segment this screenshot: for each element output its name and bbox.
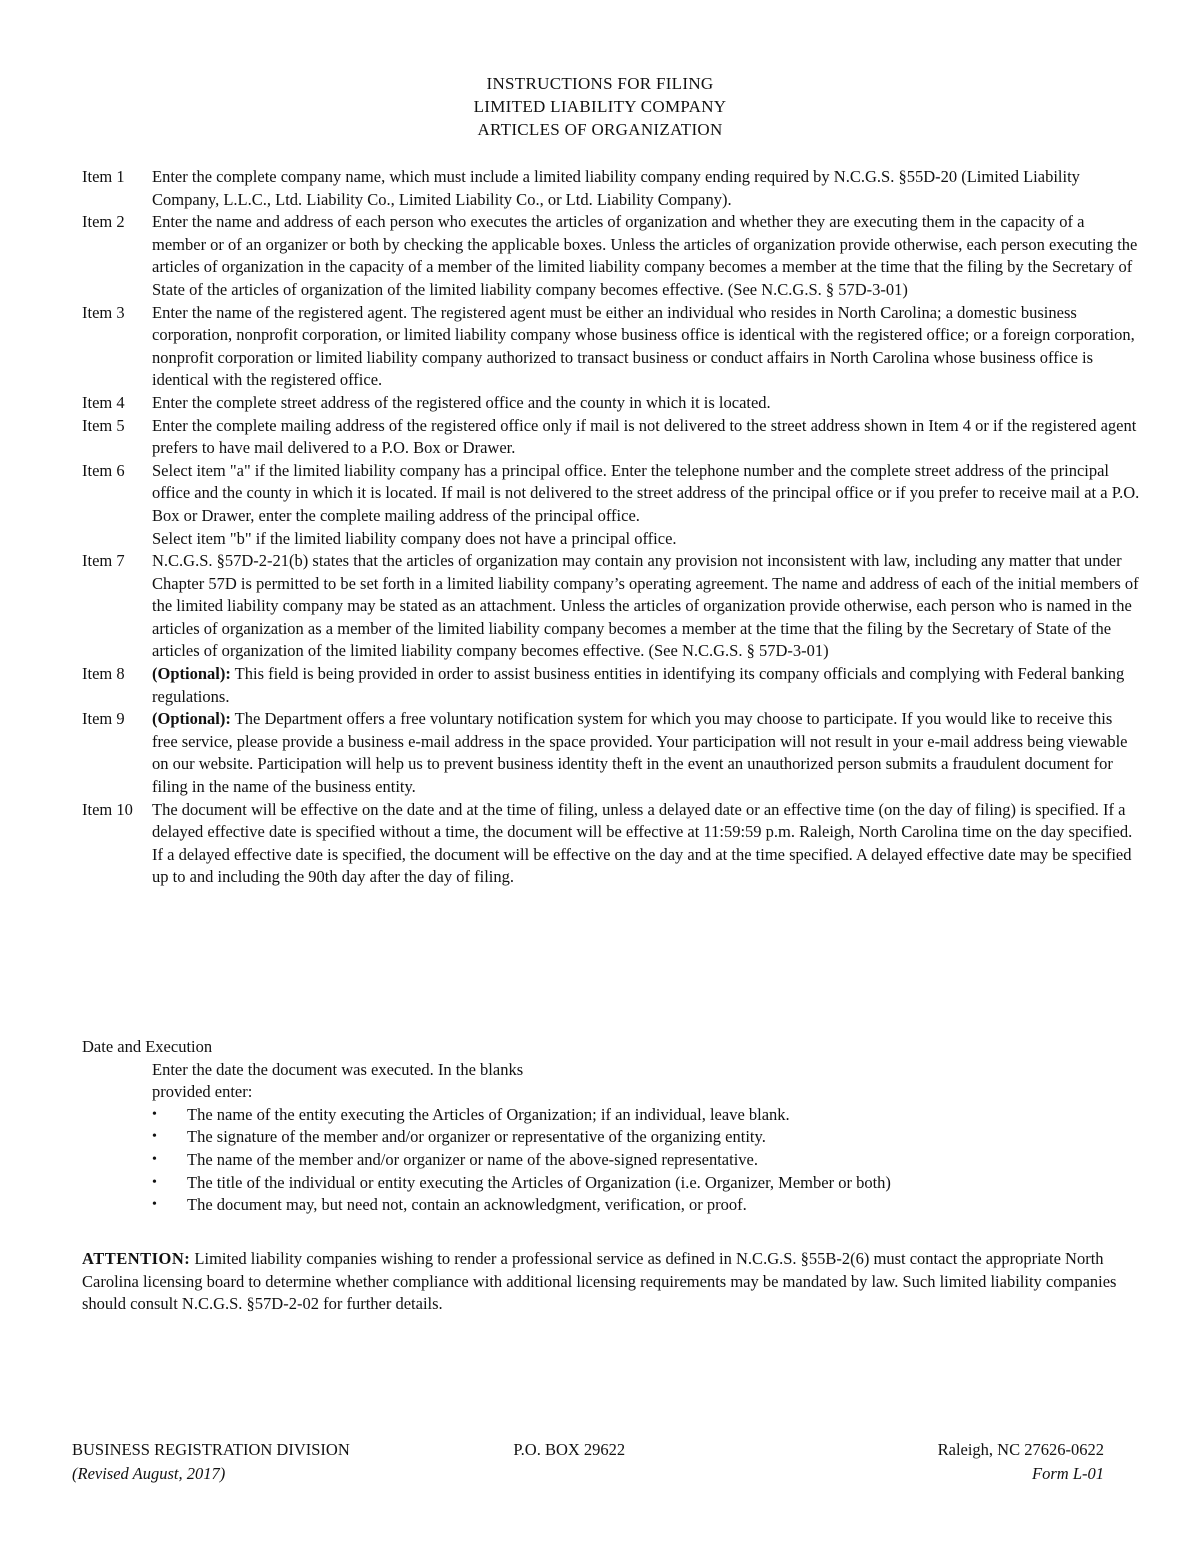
bullet-icon: •: [152, 1129, 157, 1145]
instruction-item-2: [82, 211, 1142, 301]
item-label: Item 6: [82, 460, 125, 480]
item-label: Item 5: [82, 415, 125, 435]
instruction-item-9: [82, 708, 1142, 798]
bullet-icon: •: [152, 1197, 157, 1213]
list-item-text: The document may, but need not, contain an acknowledgment, verification, or proof.: [187, 1195, 747, 1215]
document-title: [0, 72, 1200, 141]
title-line-1: INSTRUCTIONS FOR FILING: [486, 74, 714, 93]
item-label: Item 2: [82, 212, 125, 232]
attention-text: Limited liability companies wishing to render a professional service as defined in N.C.G.S. §55B-2(6) must contact the appropriate North Carolina licensing board to determine whether compliance with additional licensing requirements may be mandated by law. Such limited liability companies should consult N.C.G.S. §57D-2-02 for further details.: [82, 1249, 1117, 1314]
item-label: Item 7: [82, 551, 125, 571]
title-line-3: ARTICLES OF ORGANIZATION: [477, 120, 723, 139]
item-label: Item 1: [82, 167, 125, 186]
item-text: This field is being provided in order to assist business entities in identifying its company officials and complying with Federal banking regulations.: [152, 664, 1125, 706]
item-text: Enter the complete company name, which must include a limited liability company ending required by N.C.G.S. §55D-20 (Limited Liability Company, L.L.C., Ltd. Liability Co., Limited Liability Co., or Ltd. Liability Company).: [152, 167, 1080, 209]
date-execution-section: [82, 1036, 1142, 1217]
footer-city: Raleigh, NC 27626-0622: [937, 1440, 1104, 1459]
item-text: Enter the complete street address of the registered office and the county in which it is located.: [152, 392, 771, 412]
instruction-item-8: [82, 663, 1142, 708]
bullet-icon: •: [152, 1151, 157, 1167]
bullet-list: [152, 1104, 1142, 1217]
list-item: [152, 1126, 1142, 1149]
item-text: Select item "a" if the limited liability company has a principal office. Enter the telephone number and the complete street address of the principal office and the county in which it is located. If mail is not delivered to the street address of the principal office or if you prefer to receive mail at a P.O. Box or Drawer, enter the complete mailing address of the principal office.: [152, 460, 1140, 525]
item-text: Enter the name of the registered agent. The registered agent must be either an individual who resides in North Carolina; a domestic business corporation, nonprofit corporation, or limited liability company whose business office is identical with the registered office; or a foreign corporation, nonprofit corporation or limited liability company authorized to transact business or conduct affairs in North Carolina whose business office is identical with the registered office.: [152, 302, 1135, 390]
list-item-text: The name of the entity executing the Articles of Organization; if an individual, leave blank.: [187, 1104, 790, 1124]
attention-notice: [82, 1248, 1122, 1316]
instruction-item-6: [82, 460, 1142, 550]
instruction-item-3: [82, 302, 1142, 392]
optional-label: (Optional):: [152, 709, 231, 729]
instruction-item-10: [82, 799, 1142, 889]
page-footer: [72, 1438, 1104, 1486]
instruction-items: [82, 166, 1142, 889]
title-line-2: LIMITED LIABILITY COMPANY: [473, 97, 727, 116]
list-item: [152, 1172, 1142, 1195]
list-item: [152, 1149, 1142, 1172]
list-item: [152, 1104, 1142, 1127]
footer-division: BUSINESS REGISTRATION DIVISION: [72, 1440, 350, 1459]
footer-po-box: P.O. BOX 29622: [513, 1440, 626, 1459]
list-item-text: The signature of the member and/or organizer or representative of the organizing entity.: [187, 1127, 766, 1147]
instruction-item-7: [82, 550, 1142, 663]
instruction-item-4: [82, 392, 1142, 415]
item-label: Item 3: [82, 302, 125, 322]
section-heading: Date and Execution: [82, 1037, 213, 1056]
bullet-icon: •: [152, 1174, 157, 1190]
item-text: Enter the complete mailing address of the registered office only if mail is not delivered to the street address shown in Item 4 or if the registered agent prefers to have mail delivered to a P.O. Box or Drawer.: [152, 415, 1137, 458]
footer-revised: (Revised August, 2017): [72, 1464, 226, 1483]
list-item-text: The name of the member and/or organizer or name of the above-signed representative.: [187, 1149, 758, 1169]
attention-label: ATTENTION:: [82, 1249, 191, 1268]
item-text-wrapper: [152, 708, 1142, 798]
list-item: [152, 1194, 1142, 1217]
bullet-icon: •: [152, 1106, 157, 1122]
section-intro: Enter the date the document was executed. In the blanks provided enter:: [152, 1059, 524, 1102]
item-label: Item 4: [82, 392, 125, 412]
item-label: Item 9: [82, 709, 125, 729]
item-text: N.C.G.S. §57D-2-21(b) states that the articles of organization may contain any provision not inconsistent with law, including any matter that under Chapter 57D is permitted to be set forth in a limited liability company’s operating agreement. The name and address of each of the initial members of the limited liability company may be stated as an attachment. Unless the articles of organization provide otherwise, each person who is named in the articles of organization as a member of the limited liability company becomes a member at the time that the filing by the Secretary of State of the articles of organization of the limited liability company becomes effective. (See N.C.G.S. § 57D-3-01): [152, 551, 1139, 661]
footer-form-number: Form L-01: [1032, 1464, 1104, 1483]
item-text: The document will be effective on the date and at the time of filing, unless a delayed date or an effective time (on the day of filing) is specified. If a delayed effective date is specified without a time, the document will be effective at 11:59:59 p.m. Raleigh, North Carolina time on the day specified. If a delayed effective date is specified, the document will be effective on the day and at the time specified. A delayed effective date may be specified up to and including the 90th day after the day of filing.: [152, 799, 1133, 887]
item-text: Enter the name and address of each person who executes the articles of organization and whether they are executing them in the capacity of a member or of an organizer or both by checking the applicable boxes. Unless the articles of organization provide otherwise, each person executing the articles of organization in the capacity of a member of the limited liability company becomes a member at the time that the filing by the Secretary of State of the articles of organization of the limited liability company becomes effective. (See N.C.G.S. § 57D-3-01): [152, 212, 1138, 299]
list-item-text: The title of the individual or entity executing the Articles of Organization (i.e. Organizer, Member or both): [187, 1172, 891, 1192]
item-text: The Department offers a free voluntary notification system for which you may choose to participate. If you would like to receive this free service, please provide a business e-mail address in the space provided. Your participation will not result in your e-mail address being viewable on our website. Participation will help us to prevent business identity theft in the event an unauthorized person submits a fraudulent document for filing in the name of the business entity.: [152, 709, 1128, 797]
instruction-item-5: [82, 415, 1142, 460]
instruction-item-1: [82, 166, 1142, 211]
item-label: Item 10: [82, 799, 133, 819]
item-text-wrapper: [152, 663, 1142, 708]
item-text-secondary: Select item "b" if the limited liability company does not have a principal office.: [152, 528, 677, 548]
optional-label: (Optional):: [152, 664, 231, 684]
item-label: Item 8: [82, 664, 125, 684]
